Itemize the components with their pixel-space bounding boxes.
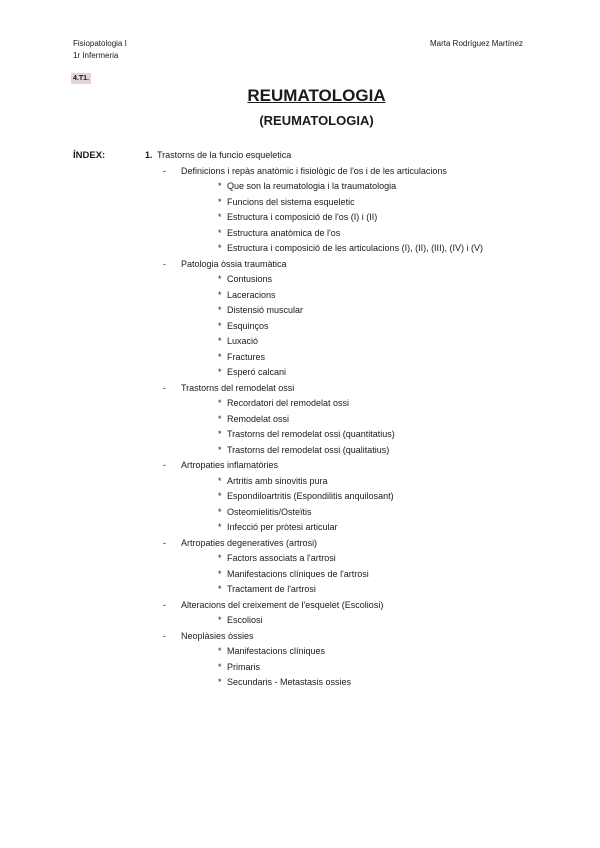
subitem-title: Luxació — [227, 336, 259, 346]
subitem-title: Osteomielitis/Osteïtis — [227, 506, 312, 517]
subitem-line — [0, 288, 600, 304]
star-bullet: * — [218, 677, 222, 687]
subitem-line — [0, 443, 600, 459]
dash-bullet: - — [163, 165, 166, 176]
subitem-title: Artritis amb sinovitis pura — [227, 475, 328, 486]
subitem-title: Manifestacions clíniques — [227, 646, 326, 656]
star-bullet: * — [218, 196, 222, 207]
subitem-line — [0, 520, 600, 536]
subitem-title: Secundaris - Metastasis ossies — [227, 677, 352, 687]
subitem-title: Fractures — [227, 351, 266, 362]
subitem-line — [0, 179, 600, 195]
section-title: Alteracions del creixement de l'esquelet (Escoliosi) — [181, 599, 384, 610]
subitem-title: Remodelat ossi — [227, 413, 290, 424]
subitem-title: Trastorns del remodelat ossi (quantitatius) — [227, 429, 395, 439]
page-title: REUMATOLOGIA — [247, 86, 386, 105]
star-bullet: * — [218, 367, 222, 377]
star-bullet: * — [218, 351, 222, 362]
author-name: Marta Rodríguez Martínez — [430, 39, 523, 48]
star-bullet: * — [218, 227, 222, 238]
star-bullet: * — [218, 475, 222, 486]
subitem-title: Escoliosi — [227, 615, 263, 625]
subitem-title: Esperó calcani — [227, 367, 287, 377]
subitem-line — [0, 505, 600, 521]
section-title: Artropaties inflamatòries — [181, 460, 279, 470]
index-label: ÍNDEX: — [73, 150, 106, 161]
subitem-line — [0, 195, 600, 211]
star-bullet: * — [218, 553, 222, 563]
subitem-line — [0, 210, 600, 226]
subitem-line — [0, 567, 600, 583]
star-bullet: * — [218, 429, 222, 439]
subitem-line — [0, 303, 600, 319]
section-line — [0, 598, 600, 614]
subitem-line — [0, 675, 600, 691]
course-name: Fisiopatologia I — [73, 39, 127, 48]
subitem-line — [0, 613, 600, 629]
star-bullet: * — [218, 274, 222, 284]
section-line — [0, 257, 600, 273]
star-bullet: * — [218, 646, 222, 656]
subitem-title: Estructura anatòmica de l'os — [227, 227, 341, 238]
subitem-title: Estructura i composició de l'os (I) i (II) — [227, 212, 378, 222]
subitem-title: Primaris — [227, 661, 260, 672]
subitem-line — [0, 241, 600, 257]
table-of-contents — [0, 148, 600, 691]
dash-bullet: - — [163, 258, 166, 269]
subitem-line — [0, 365, 600, 381]
section-line — [0, 536, 600, 552]
star-bullet: * — [218, 444, 222, 455]
star-bullet: * — [218, 181, 222, 191]
subitem-title: Contusions — [227, 274, 273, 284]
section-title: Artropaties degeneratives (artrosi) — [181, 537, 318, 548]
dash-bullet: - — [163, 599, 166, 610]
star-bullet: * — [218, 305, 222, 315]
subitem-title: Tractament de l'artrosi — [227, 584, 316, 594]
subitem-line — [0, 350, 600, 366]
star-bullet: * — [218, 336, 222, 346]
star-bullet: * — [218, 243, 222, 253]
subitem-line — [0, 334, 600, 350]
subitem-line — [0, 582, 600, 598]
dash-bullet: - — [163, 537, 166, 548]
page-subtitle: (REUMATOLOGIA) — [259, 113, 374, 128]
subitem-line — [0, 489, 600, 505]
subitem-title: Manifestacions clíniques de l'artrosi — [227, 568, 369, 579]
star-bullet: * — [218, 212, 222, 222]
subitem-line — [0, 226, 600, 242]
star-bullet: * — [218, 584, 222, 594]
star-bullet: * — [218, 289, 222, 300]
subitem-title: Funcions del sistema esqueletic — [227, 196, 355, 207]
star-bullet: * — [218, 413, 222, 424]
star-bullet: * — [218, 661, 222, 672]
star-bullet: * — [218, 398, 222, 408]
subitem-line — [0, 474, 600, 490]
subitem-line — [0, 319, 600, 335]
chapter-title: Trastorns de la funcio esqueletica — [157, 150, 292, 160]
star-bullet: * — [218, 320, 222, 331]
section-line — [0, 629, 600, 645]
subitem-line — [0, 272, 600, 288]
subitem-title: Esquinços — [227, 320, 269, 331]
subitem-title: Que son la reumatologia i la traumatologia — [227, 181, 397, 191]
topic-badge: 4.T1. — [73, 75, 89, 82]
subitem-title: Laceracions — [227, 289, 276, 300]
star-bullet: * — [218, 568, 222, 579]
section-title: Trastorns del remodelat ossi — [181, 382, 295, 393]
star-bullet: * — [218, 506, 222, 517]
star-bullet: * — [218, 522, 222, 532]
section-title: Neoplàsies òssies — [181, 630, 254, 641]
course-year: 1r Infermeria — [73, 51, 119, 60]
subitem-title: Estructura i composició de les articulacions (I), (II), (III), (IV) i (V) — [227, 243, 484, 253]
subitem-line — [0, 427, 600, 443]
section-line — [0, 458, 600, 474]
chapter-line — [0, 148, 600, 164]
subitem-title: Recordatori del remodelat ossi — [227, 398, 350, 408]
subitem-title: Distensió muscular — [227, 305, 304, 315]
subitem-title: Espondiloartritis (Espondilitis anquilosant) — [227, 491, 394, 501]
chapter-number: 1. — [145, 150, 153, 160]
section-line — [0, 381, 600, 397]
star-bullet: * — [218, 491, 222, 501]
dash-bullet: - — [163, 460, 166, 470]
subitem-title: Trastorns del remodelat ossi (qualitatius) — [227, 444, 390, 455]
subitem-line — [0, 412, 600, 428]
subitem-title: Infecció per pròtesi articular — [227, 522, 338, 532]
subitem-line — [0, 551, 600, 567]
subitem-line — [0, 396, 600, 412]
dash-bullet: - — [163, 630, 166, 641]
section-title: Patologia òssia traumàtica — [181, 258, 287, 269]
subitem-line — [0, 644, 600, 660]
section-line — [0, 164, 600, 180]
subitem-line — [0, 660, 600, 676]
dash-bullet: - — [163, 382, 166, 393]
header-left — [73, 38, 127, 62]
star-bullet: * — [218, 615, 222, 625]
section-title: Definicions i repàs anatòmic i fisiològic de l'os i de les articulacions — [181, 165, 447, 176]
subitem-title: Factors associats a l'artrosi — [227, 553, 336, 563]
